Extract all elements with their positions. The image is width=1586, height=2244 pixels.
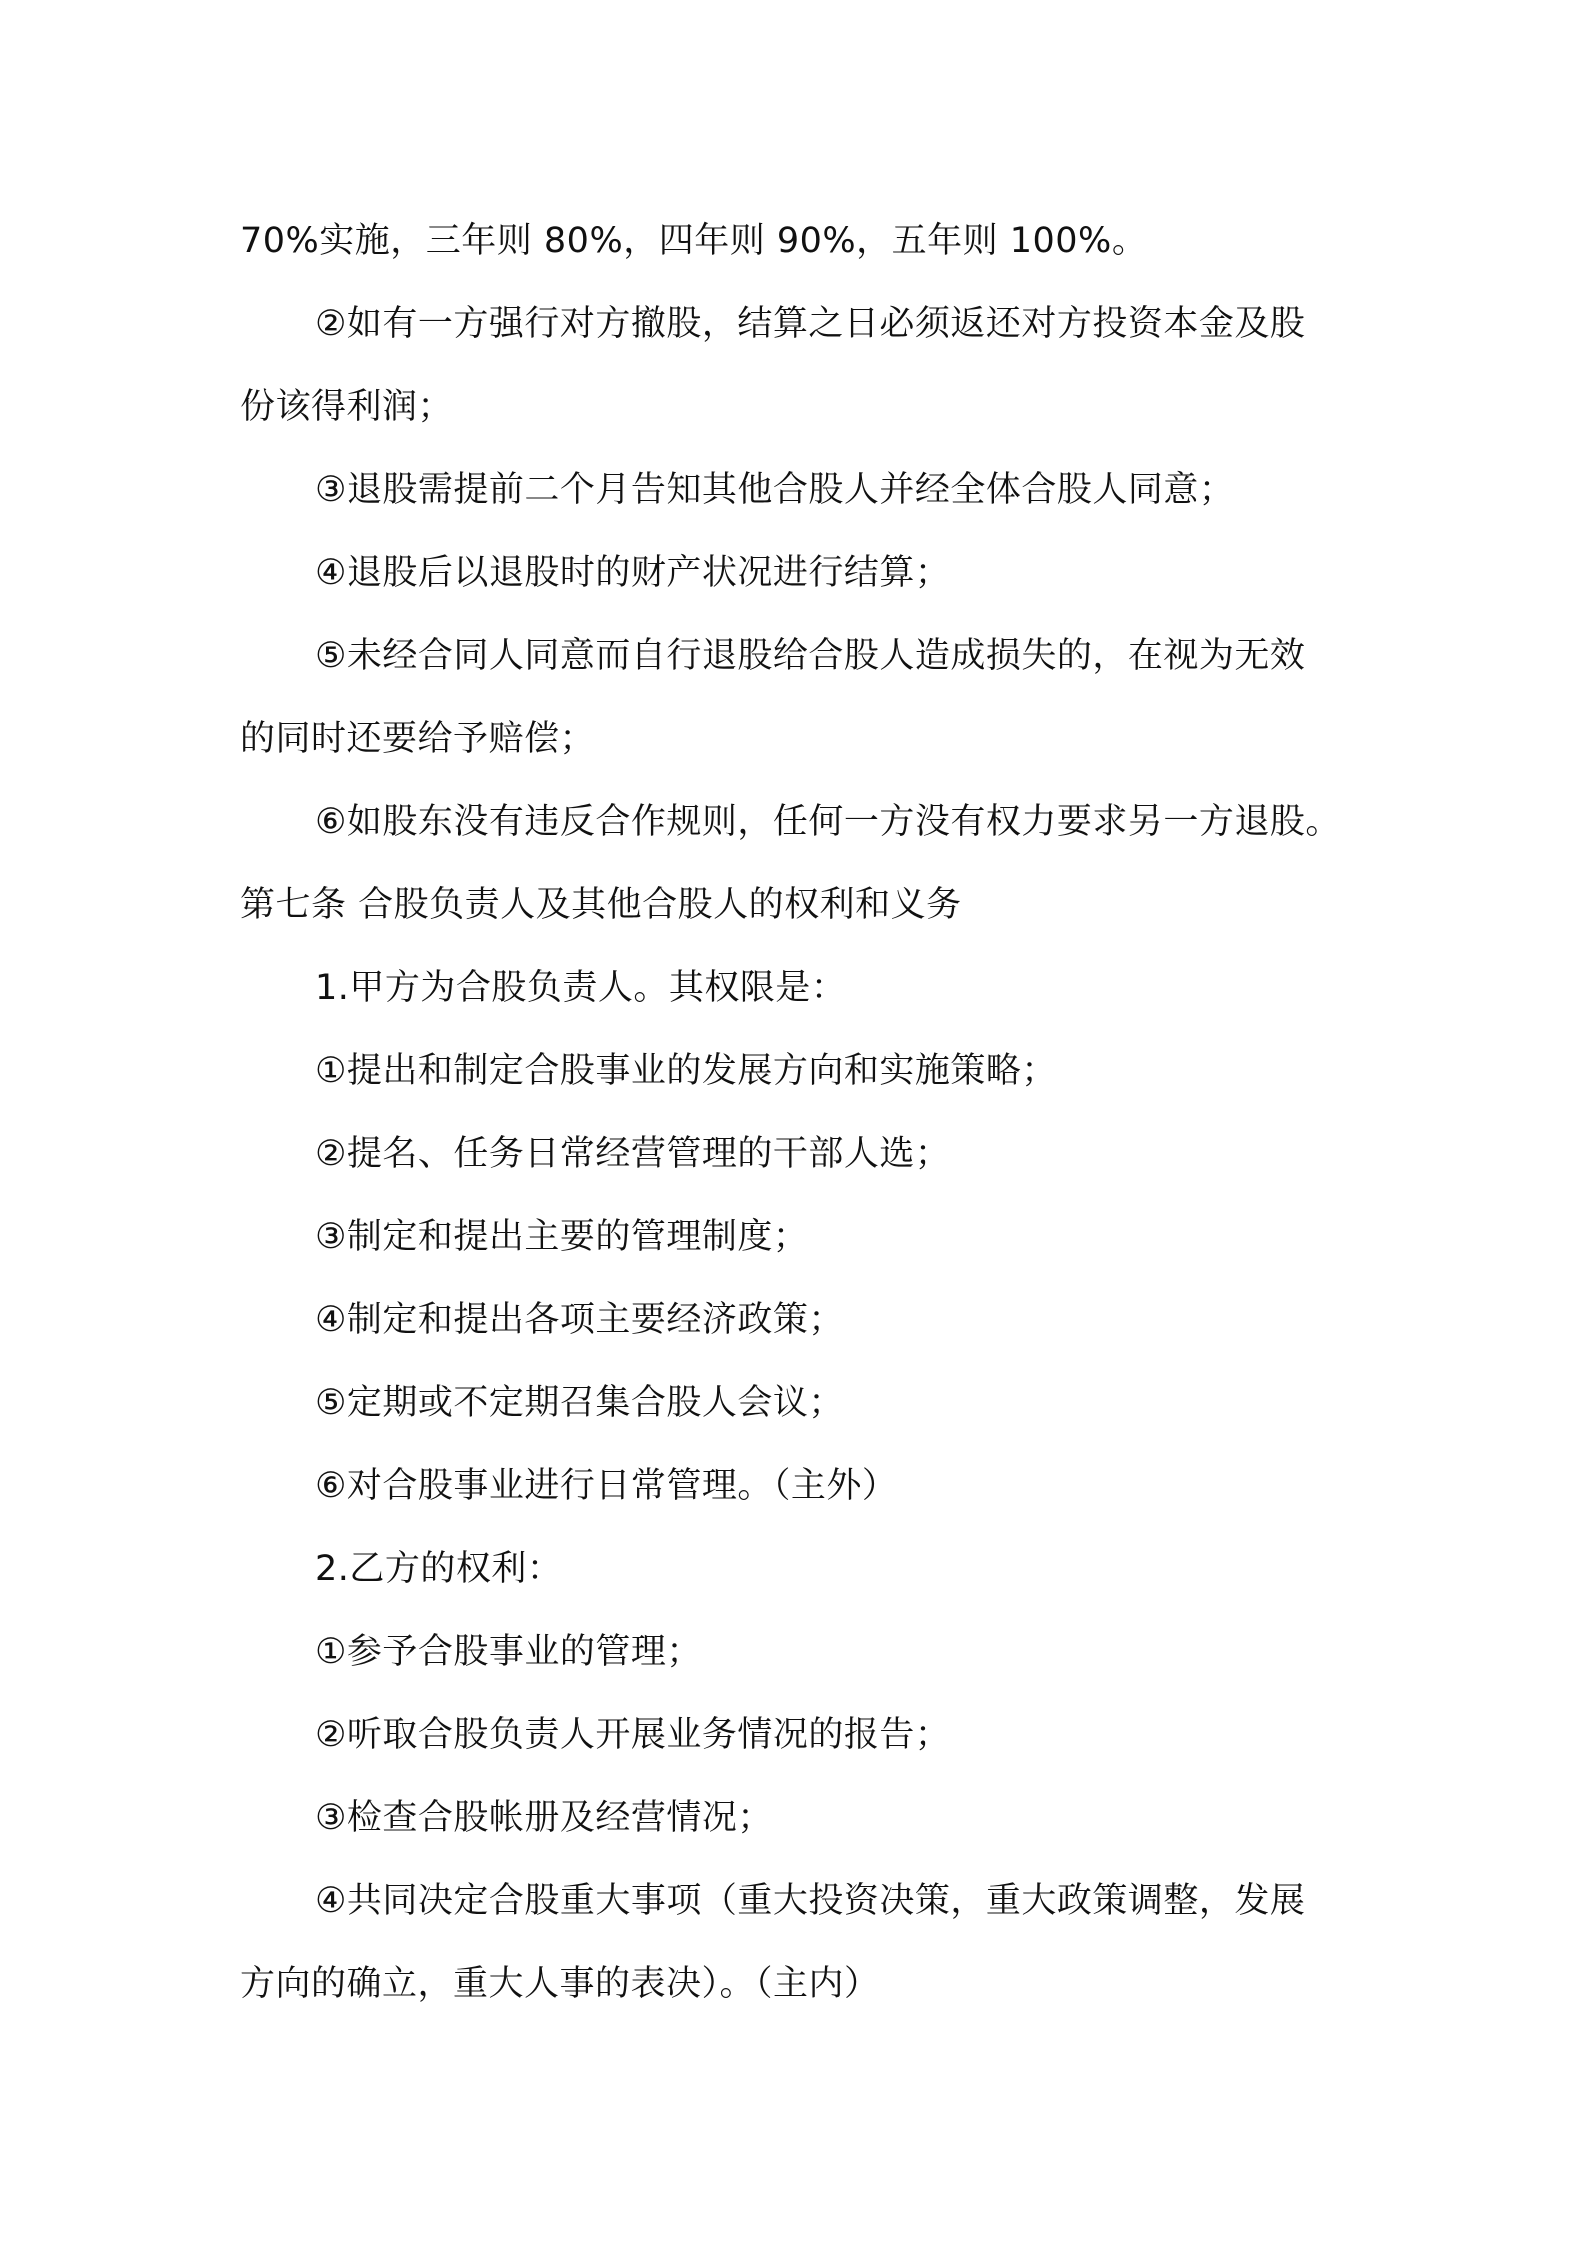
text-line-2: ②如有一方强行对方撤股，结算之日必须返还对方投资本金及股 [315,304,1306,344]
text-line-12: ②提名、任务日常经营管理的干部人选； [315,1134,951,1174]
text-line-21: ④共同决定合股重大事项（重大投资决策，重大政策调整，发展 [315,1881,1306,1921]
text-line-16: ⑥对合股事业进行日常管理。（主外） [315,1466,898,1506]
text-line-5: ④退股后以退股时的财产状况进行结算； [315,553,951,593]
text-line-20: ③检查合股帐册及经营情况； [315,1798,773,1838]
text-line-18: ①参予合股事业的管理； [315,1632,702,1672]
text-line-11: ①提出和制定合股事业的发展方向和实施策略； [315,1051,1057,1091]
text-line-10: 1.甲方为合股负责人。其权限是： [315,968,847,1008]
text-line-3: 份该得利润； [240,387,454,427]
text-line-6: ⑤未经合同人同意而自行退股给合股人造成损失的，在视为无效 [315,636,1306,676]
text-line-22: 方向的确立，重大人事的表决）。（主内） [240,1964,880,2004]
text-line-4: ③退股需提前二个月告知其他合股人并经全体合股人同意； [315,470,1235,510]
text-line-15: ⑤定期或不定期召集合股人会议； [315,1383,844,1423]
document-body [240,200,1360,2026]
text-line-1: 70%实施，三年则 80%，四年则 90%，五年则 100%。 [240,221,1148,261]
text-line-8: ⑥如股东没有违反合作规则，任何一方没有权力要求另一方退股。 [315,802,1341,842]
text-line-19: ②听取合股负责人开展业务情况的报告； [315,1715,951,1755]
section-heading: 第七条 合股负责人及其他合股人的权利和义务 [240,885,962,925]
text-line-7: 的同时还要给予赔偿； [240,719,596,759]
text-line-13: ③制定和提出主要的管理制度； [315,1217,809,1257]
text-line-14: ④制定和提出各项主要经济政策； [315,1300,844,1340]
text-line-17: 2.乙方的权利： [315,1549,563,1589]
